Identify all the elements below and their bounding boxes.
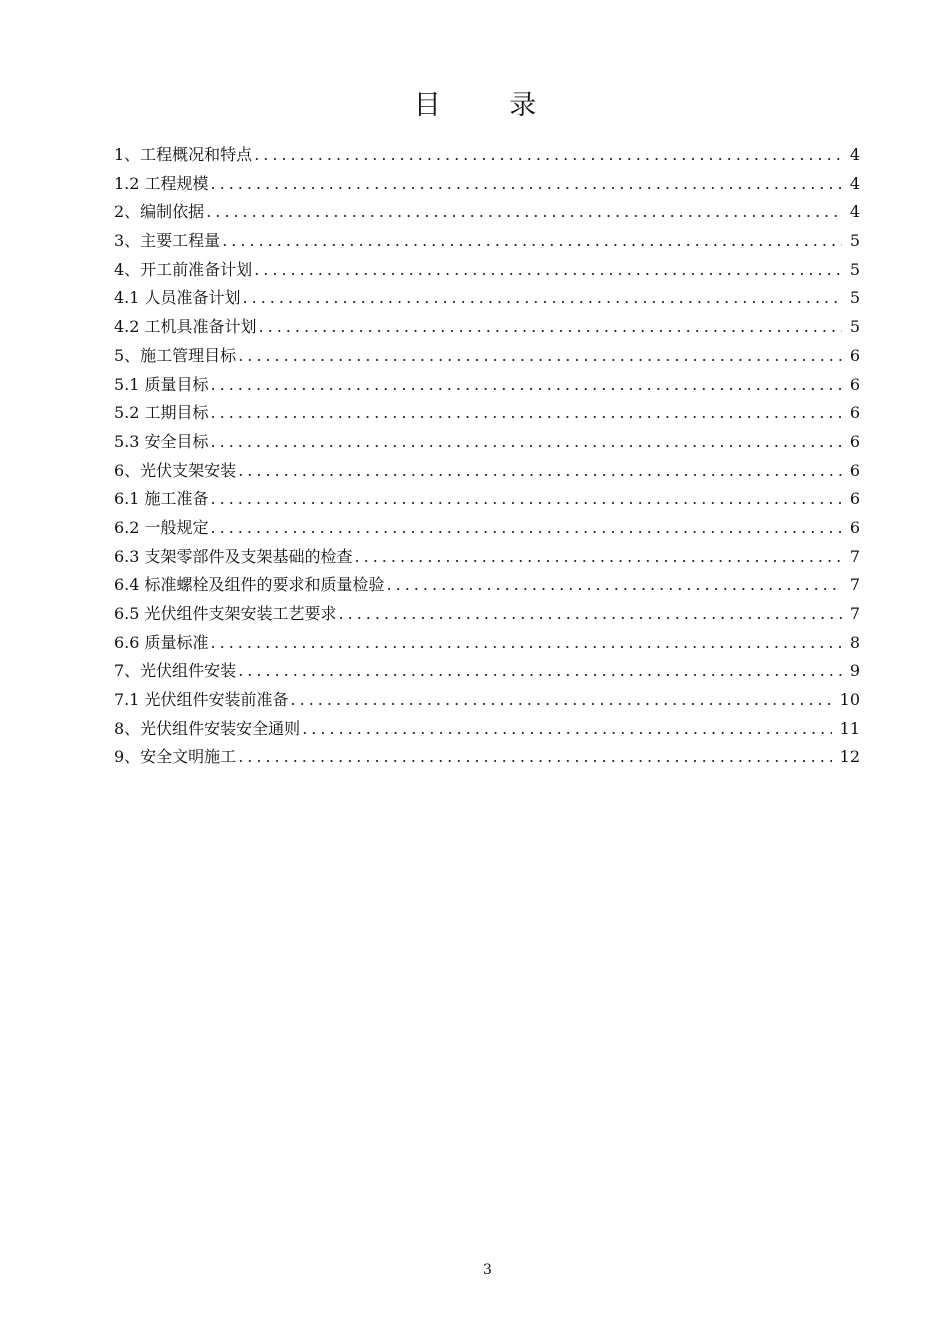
toc-entry[interactable] — [114, 600, 860, 629]
toc-entry[interactable] — [114, 198, 860, 227]
toc-entry-page-number: 5 — [849, 231, 860, 251]
toc-entry[interactable] — [114, 715, 860, 744]
toc-entry-page-number: 6 — [849, 431, 860, 451]
toc-entry[interactable] — [114, 428, 860, 457]
toc-entry-page-number: 4 — [849, 173, 860, 193]
toc-entry[interactable] — [114, 371, 860, 400]
toc-entry-label: 6.4 标准螺栓及组件的要求和质量检验 — [114, 575, 385, 595]
toc-entry[interactable] — [114, 657, 860, 686]
toc-title: 目 录 — [413, 90, 567, 121]
toc-entry-page-number: 9 — [849, 661, 860, 681]
toc-entry-page-number: 4 — [849, 202, 860, 222]
toc-dot-leader — [302, 715, 831, 744]
toc-dot-leader — [206, 198, 842, 227]
toc-entry-label: 6.6 质量标准 — [114, 632, 209, 652]
toc-entry[interactable] — [114, 485, 860, 514]
toc-entry[interactable] — [114, 743, 860, 772]
toc-dot-leader — [222, 227, 842, 256]
toc-dot-leader — [387, 571, 842, 600]
toc-dot-leader — [211, 170, 842, 199]
toc-dot-leader — [238, 457, 842, 486]
table-of-contents — [114, 141, 860, 772]
toc-dot-leader — [238, 342, 842, 371]
toc-entry[interactable] — [114, 457, 860, 486]
toc-entry[interactable] — [114, 686, 860, 715]
toc-dot-leader — [211, 629, 842, 658]
toc-entry-page-number: 7 — [849, 546, 860, 566]
page-number: 3 — [483, 1262, 492, 1278]
toc-entry-label: 1.2 工程规模 — [114, 173, 209, 193]
toc-dot-leader — [211, 514, 842, 543]
toc-dot-leader — [211, 485, 842, 514]
toc-dot-leader — [211, 428, 842, 457]
toc-dot-leader — [254, 256, 842, 285]
toc-entry-page-number: 12 — [839, 747, 860, 767]
toc-entry-page-number: 6 — [849, 403, 860, 423]
toc-entry[interactable] — [114, 284, 860, 313]
toc-entry-label: 9、安全文明施工 — [114, 747, 237, 767]
toc-entry-page-number: 6 — [849, 517, 860, 537]
toc-entry-page-number: 6 — [849, 374, 860, 394]
toc-dot-leader — [243, 284, 842, 313]
toc-entry-page-number: 10 — [839, 690, 860, 710]
toc-entry-label: 6、光伏支架安装 — [114, 460, 237, 480]
toc-entry[interactable] — [114, 141, 860, 170]
toc-entry[interactable] — [114, 227, 860, 256]
toc-entry-label: 7.1 光伏组件安装前准备 — [114, 690, 289, 710]
toc-entry[interactable] — [114, 514, 860, 543]
toc-entry[interactable] — [114, 571, 860, 600]
toc-entry[interactable] — [114, 256, 860, 285]
toc-entry-label: 4.2 工机具准备计划 — [114, 317, 257, 337]
toc-entry-page-number: 5 — [849, 259, 860, 279]
toc-entry-label: 6.5 光伏组件支架安装工艺要求 — [114, 604, 337, 623]
toc-entry-label: 6.3 支架零部件及支架基础的检查 — [114, 546, 353, 566]
toc-dot-leader — [238, 743, 831, 772]
toc-entry-page-number: 5 — [849, 288, 860, 308]
toc-entry-label: 5.1 质量目标 — [114, 374, 209, 394]
toc-entry-page-number: 8 — [849, 632, 860, 652]
toc-entry-label: 3、主要工程量 — [114, 231, 221, 251]
toc-entry-label: 4.1 人员准备计划 — [114, 288, 241, 308]
toc-entry[interactable] — [114, 629, 860, 658]
toc-entry-label: 5、施工管理目标 — [114, 345, 237, 365]
toc-dot-leader — [238, 657, 842, 686]
toc-entry-label: 1、工程概况和特点 — [114, 145, 253, 164]
toc-entry-label: 8、光伏组件安装安全通则 — [114, 718, 301, 738]
toc-entry-page-number: 7 — [849, 575, 860, 595]
toc-entry-label: 6.1 施工准备 — [114, 489, 209, 509]
toc-dot-leader — [211, 371, 842, 400]
toc-entry-page-number: 6 — [849, 460, 860, 480]
toc-entry-label: 2、编制依据 — [114, 202, 205, 222]
toc-entry-label: 5.2 工期目标 — [114, 403, 209, 423]
toc-entry-page-number: 6 — [849, 345, 860, 365]
toc-entry[interactable] — [114, 543, 860, 572]
toc-entry[interactable] — [114, 399, 860, 428]
toc-entry-label: 4、开工前准备计划 — [114, 259, 253, 279]
toc-dot-leader — [211, 399, 842, 428]
toc-entry-label: 6.2 一般规定 — [114, 517, 209, 537]
toc-entry-page-number: 5 — [849, 317, 860, 337]
toc-entry-page-number: 11 — [839, 718, 860, 738]
toc-dot-leader — [355, 543, 842, 572]
toc-entry[interactable] — [114, 170, 860, 199]
toc-dot-leader — [291, 686, 832, 715]
toc-dot-leader — [339, 600, 842, 629]
toc-entry[interactable] — [114, 313, 860, 342]
toc-dot-leader — [254, 141, 842, 170]
toc-entry-page-number: 7 — [849, 604, 860, 623]
toc-entry-label: 5.3 安全目标 — [114, 431, 209, 451]
toc-entry[interactable] — [114, 342, 860, 371]
toc-entry-label: 7、光伏组件安装 — [114, 661, 237, 681]
toc-entry-page-number: 6 — [849, 489, 860, 509]
toc-dot-leader — [259, 313, 842, 342]
toc-entry-page-number: 4 — [849, 145, 860, 164]
